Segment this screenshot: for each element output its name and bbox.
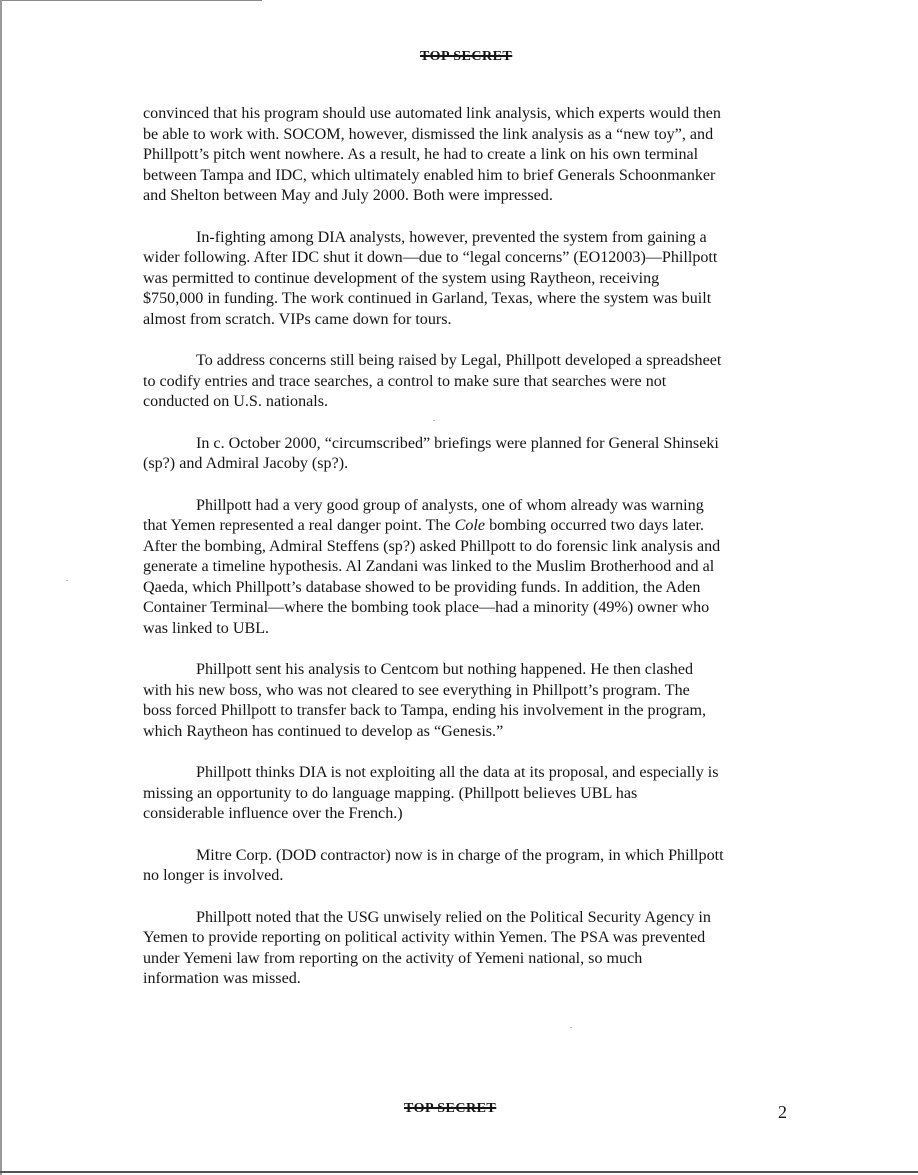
paragraph-9 xyxy=(143,908,803,990)
ship-name-italic: Cole xyxy=(454,517,486,534)
text-line: generate a timeline hypothesis. Al Zandani was linked to the Muslim Brotherhood and al xyxy=(143,558,715,575)
text-line: Qaeda, which Phillpott’s database showed to be providing funds. In addition, the Aden xyxy=(143,578,701,596)
text-line: Container Terminal—where the bombing took place—had a minority (49%) owner who xyxy=(143,599,710,616)
text-line: boss forced Phillpott to transfer back to Tampa, ending his involvement in the program, xyxy=(143,702,707,719)
header-classification-marking: TOP SECRET xyxy=(420,49,513,64)
text-line: Phillpott sent his analysis to Centcom but nothing happened. He then clashed xyxy=(196,661,694,678)
scan-edge-bottom xyxy=(0,1171,918,1173)
paragraph-8 xyxy=(143,846,803,887)
text-line: (sp?) and Admiral Jacoby (sp?). xyxy=(143,455,349,472)
page-number: 2 xyxy=(778,1102,787,1122)
text-line: almost from scratch. VIPs came down for tours. xyxy=(143,310,452,328)
scan-edge-top xyxy=(0,0,262,1)
text-line: convinced that his program should use automated link analysis, which experts would then xyxy=(143,105,721,122)
text-line: no longer is involved. xyxy=(143,867,284,884)
paragraph-5 xyxy=(143,496,803,640)
text-line: To address concerns still being raised by Legal, Phillpott developed a spreadsheet xyxy=(196,352,722,369)
text-line: After the bombing, Admiral Steffens (sp?) asked Phillpott to do forensic link analysis and xyxy=(143,537,721,555)
paragraph-1 xyxy=(143,104,803,207)
document-body xyxy=(143,104,803,1011)
scan-edge-left xyxy=(0,0,2,1175)
paragraph-3 xyxy=(143,351,803,413)
paragraph-7 xyxy=(143,763,803,825)
text-line: between Tampa and IDC, which ultimately enabled him to brief Generals Schoonmanker xyxy=(143,166,716,184)
text-line: bombing occurred two days later. xyxy=(485,517,705,534)
text-line: information was missed. xyxy=(143,970,301,987)
text-line: wider following. After IDC shut it down—due to “legal concerns” (EO12003)—Phillpott xyxy=(143,249,718,266)
text-line: considerable influence over the French.) xyxy=(143,805,403,822)
text-line: that Yemen represented a real danger point. The xyxy=(143,517,455,534)
text-line: and Shelton between May and July 2000. Both were impressed. xyxy=(143,187,553,204)
text-line: In-fighting among DIA analysts, however, prevented the system from gaining a xyxy=(196,228,707,246)
text-line: Mitre Corp. (DOD contractor) now is in charge of the program, in which Phillpott xyxy=(196,846,724,864)
text-line: missing an opportunity to do language mapping. (Phillpott believes UBL has xyxy=(143,784,638,802)
text-line: conducted on U.S. nationals. xyxy=(143,393,329,410)
scan-speck xyxy=(570,1027,572,1028)
text-line: Yemen to provide reporting on political activity within Yemen. The PSA was prevented xyxy=(143,929,706,946)
text-line: Phillpott thinks DIA is not exploiting all the data at its proposal, and especially is xyxy=(196,764,719,781)
text-line: was permitted to continue development of the system using Raytheon, receiving xyxy=(143,269,660,287)
scan-speck xyxy=(66,580,68,581)
text-line: Phillpott had a very good group of analysts, one of whom already was warning xyxy=(196,496,704,514)
text-line: In c. October 2000, “circumscribed” briefings were planned for General Shinseki xyxy=(196,434,719,452)
text-line: was linked to UBL. xyxy=(143,619,270,637)
text-line: with his new boss, who was not cleared to see everything in Phillpott’s program. The xyxy=(143,681,690,699)
footer-classification-marking: TOP SECRET xyxy=(404,1101,497,1116)
text-line: which Raytheon has continued to develop as “Genesis.” xyxy=(143,722,504,740)
paragraph-2 xyxy=(143,228,803,331)
text-line: Phillpott’s pitch went nowhere. As a result, he had to create a link on his own terminal xyxy=(143,146,699,163)
text-line: to codify entries and trace searches, a control to make sure that searches were not xyxy=(143,372,667,390)
paragraph-4 xyxy=(143,434,803,475)
text-line: Phillpott noted that the USG unwisely relied on the Political Security Agency in xyxy=(196,908,711,926)
text-line: $750,000 in funding. The work continued in Garland, Texas, where the system was built xyxy=(143,290,712,307)
paragraph-6 xyxy=(143,660,803,742)
text-line: under Yemeni law from reporting on the activity of Yemeni national, so much xyxy=(143,949,643,967)
text-line: be able to work with. SOCOM, however, dismissed the link analysis as a “new toy”, and xyxy=(143,125,714,143)
